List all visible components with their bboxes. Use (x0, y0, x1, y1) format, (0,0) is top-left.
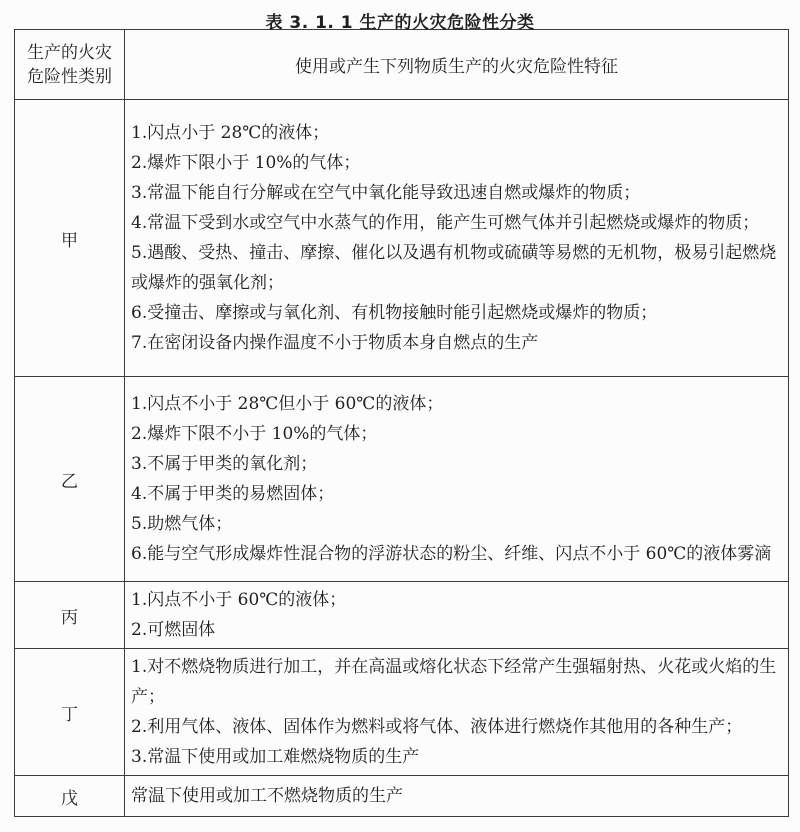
hazard-item: 2.爆炸下限小于 10%的气体； (131, 153, 361, 173)
hazard-item: 2.利用气体、液体、固体作为燃料或将气体、液体进行燃烧作其他用的各种生产； (131, 717, 743, 737)
characteristics-cell-yi (125, 377, 789, 582)
table-row-ding (15, 649, 789, 776)
category-cell-ding: 丁 (15, 649, 125, 776)
hazard-item: 1.闪点小于 28℃的液体； (131, 123, 330, 143)
hazard-item: 5.助燃气体； (131, 514, 233, 534)
hazard-item: 常温下使用或加工不燃烧物质的生产 (131, 786, 403, 806)
hazard-item: 6.能与空气形成爆炸性混合物的浮游状态的粉尘、纤维、闪点不小于 60℃的液体雾滴 (131, 544, 772, 564)
hazard-item: 3.不属于甲类的氧化剂； (131, 454, 318, 474)
characteristics-cell-jia (125, 100, 789, 377)
table-title: 表 3. 1. 1 生产的火灾危险性分类 (265, 13, 535, 33)
hazard-item: 2.可燃固体 (131, 620, 216, 640)
fire-hazard-table (14, 29, 789, 817)
category-cell-jia: 甲 (15, 100, 125, 377)
characteristics-cell-bing (125, 582, 789, 649)
hazard-item: 1.对不燃烧物质进行加工，并在高温或熔化状态下经常产生强辐射热、火花或火焰的生产； (131, 657, 777, 707)
header-category-column (15, 30, 125, 100)
table-header-row (15, 30, 789, 100)
header-category-line1: 生产的火灾 (27, 42, 112, 63)
table-row-bing (15, 582, 789, 649)
hazard-item: 5.遇酸、受热、撞击、摩擦、催化以及遇有机物或硫磺等易燃的无机物，极易引起燃烧或爆炸的强氧化剂； (131, 243, 777, 293)
header-category-line2: 危险性类别 (27, 66, 112, 87)
category-cell-wu: 戊 (15, 776, 125, 817)
hazard-item: 6.受撞击、摩擦或与氧化剂、有机物接触时能引起燃烧或爆炸的物质； (131, 303, 658, 323)
category-cell-bing: 丙 (15, 582, 125, 649)
hazard-item: 1.闪点不小于 60℃的液体； (131, 590, 347, 610)
hazard-item: 4.不属于甲类的易燃固体； (131, 484, 335, 504)
category-cell-yi: 乙 (15, 377, 125, 582)
hazard-item: 3.常温下能自行分解或在空气中氧化能导致迅速自燃或爆炸的物质； (131, 183, 641, 203)
hazard-item: 2.爆炸下限不小于 10%的气体； (131, 424, 378, 444)
characteristics-cell-wu (125, 776, 789, 817)
table-row-wu (15, 776, 789, 817)
hazard-item: 7.在密闭设备内操作温度不小于物质本身自燃点的生产 (131, 333, 539, 353)
hazard-item: 4.常温下受到水或空气中水蒸气的作用，能产生可燃气体并引起燃烧或爆炸的物质； (131, 213, 760, 233)
characteristics-cell-ding (125, 649, 789, 776)
table-row-yi (15, 377, 789, 582)
header-characteristics-column: 使用或产生下列物质生产的火灾危险性特征 (125, 30, 789, 100)
hazard-item: 1.闪点不小于 28℃但小于 60℃的液体； (131, 394, 444, 414)
hazard-item: 3.常温下使用或加工难燃烧物质的生产 (131, 747, 420, 767)
table-row-jia (15, 100, 789, 377)
